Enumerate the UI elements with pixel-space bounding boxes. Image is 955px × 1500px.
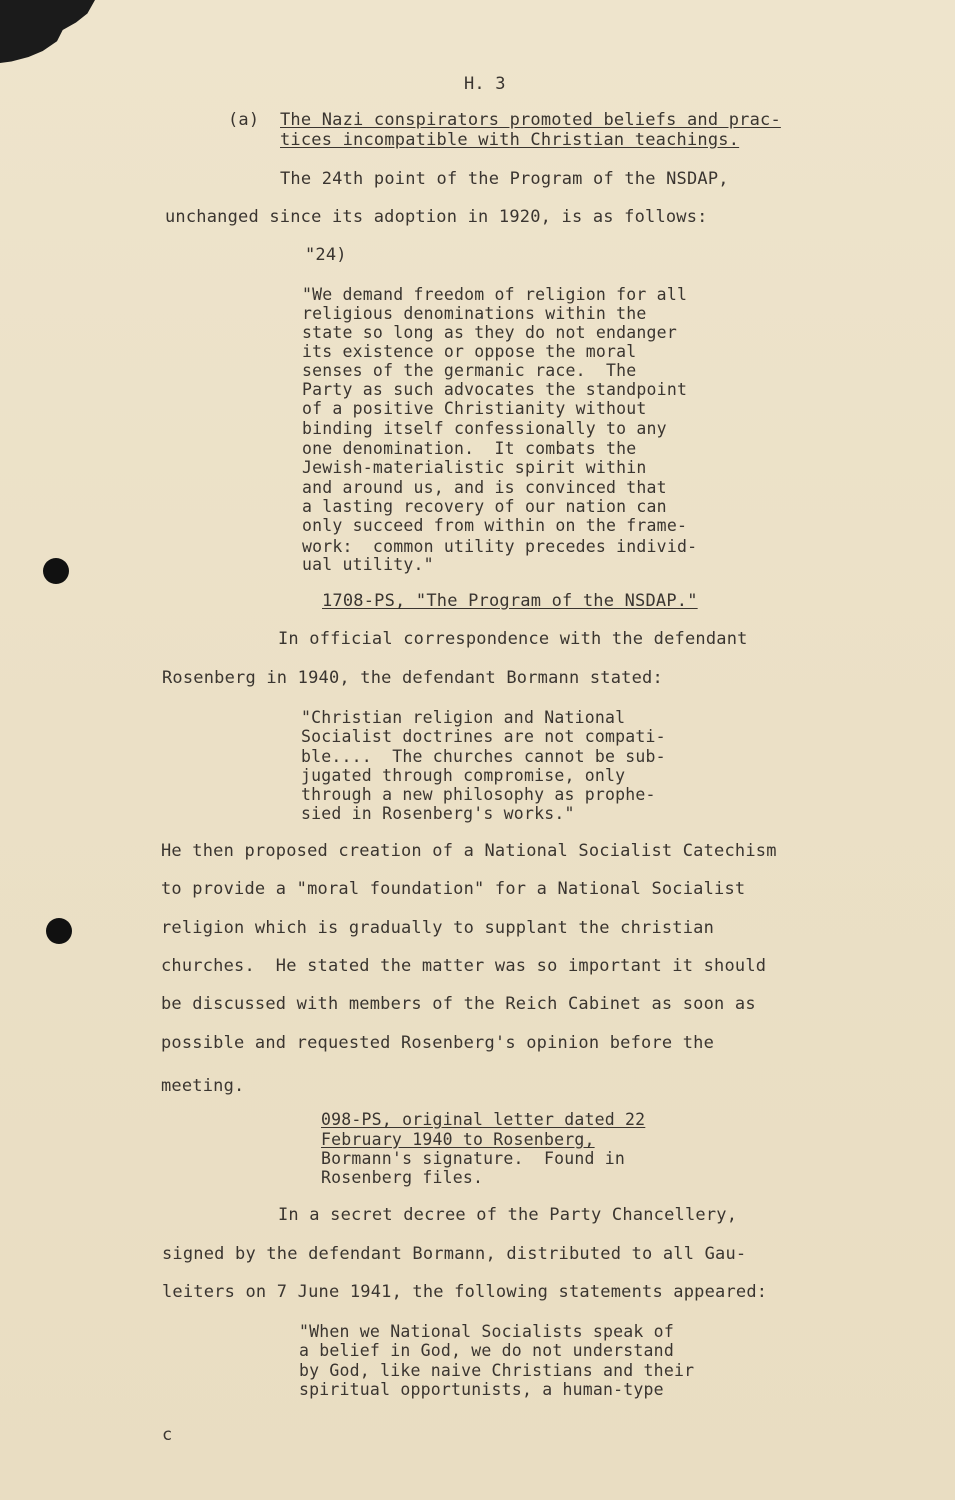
quote1-line: of a positive Christianity without (302, 399, 647, 418)
quote1-line: a lasting recovery of our nation can (302, 497, 667, 516)
para1-line-1: The 24th point of the Program of the NSDAP, (280, 169, 729, 189)
citation2-line: 098-PS, original letter dated 22 (321, 1110, 646, 1129)
quote1-line: one denomination. It combats the (302, 439, 637, 458)
punch-hole-bottom (46, 918, 72, 944)
footer-mark: c (162, 1425, 173, 1445)
quote1-line: only succeed from within on the frame- (302, 516, 688, 535)
para2-line-2: Rosenberg in 1940, the defendant Bormann stated: (162, 668, 663, 688)
citation2-line: February 1940 to Rosenberg, (321, 1130, 595, 1149)
citation2-line: Bormann's signature. Found in (321, 1149, 626, 1168)
para3-line: He then proposed creation of a National Socialist Catechism (161, 841, 777, 861)
quote1-line: work: common utility precedes individ- (302, 537, 698, 556)
page-number: H. 3 (464, 74, 506, 94)
quote1-line: Jewish-materialistic spirit within (302, 458, 647, 477)
para3-line: to provide a "moral foundation" for a National Socialist (161, 879, 746, 899)
para3-line: be discussed with members of the Reich Cabinet as soon as (161, 994, 756, 1014)
quote1-line: binding itself confessionally to any (302, 419, 667, 438)
quote1-line: and around us, and is convinced that (302, 478, 667, 497)
para3-line: possible and requested Rosenberg's opinion before the (161, 1033, 715, 1053)
torn-corner (0, 0, 95, 75)
quote2-line: through a new philosophy as prophe- (301, 785, 656, 804)
para2-line-1: In official correspondence with the defendant (278, 629, 748, 649)
quote1-line: ual utility." (302, 555, 434, 574)
quote2-line: Socialist doctrines are not compati- (301, 727, 666, 746)
quote1-line: "We demand freedom of religion for all (302, 285, 688, 304)
quote1-line: Party as such advocates the standpoint (302, 380, 688, 399)
para4-line-2: signed by the defendant Bormann, distributed to all Gau- (162, 1244, 747, 1264)
quote3-line: "When we National Socialists speak of (299, 1322, 674, 1341)
quote1-line: religious denominations within the (302, 304, 647, 323)
quote2-line: ble.... The churches cannot be sub- (301, 747, 666, 766)
quote3-line: a belief in God, we do not understand (299, 1341, 674, 1360)
para3-line: meeting. (161, 1076, 245, 1096)
para3-line: religion which is gradually to supplant the christian (161, 918, 715, 938)
para4-line-3: leiters on 7 June 1941, the following statements appeared: (162, 1282, 768, 1302)
citation2-line: Rosenberg files. (321, 1168, 484, 1187)
quote3-line: by God, like naive Christians and their (299, 1361, 695, 1380)
quote2-line: sied in Rosenberg's works." (301, 804, 575, 823)
para4-line-1: In a secret decree of the Party Chancellery, (278, 1205, 738, 1225)
heading-line-2: tices incompatible with Christian teachings. (280, 130, 740, 150)
quote2-line: "Christian religion and National (301, 708, 626, 727)
quote1-line: senses of the germanic race. The (302, 361, 637, 380)
citation-1708-ps: 1708-PS, "The Program of the NSDAP." (322, 591, 698, 611)
punch-hole-top (43, 558, 69, 584)
quote1-line: its existence or oppose the moral (302, 342, 637, 361)
para1-line-2: unchanged since its adoption in 1920, is as follows: (165, 207, 708, 227)
quote1-label: "24) (305, 245, 347, 265)
para3-line: churches. He stated the matter was so important it should (161, 956, 767, 976)
quote3-line: spiritual opportunists, a human-type (299, 1380, 664, 1399)
heading-line-1: The Nazi conspirators promoted beliefs and prac- (280, 110, 781, 130)
quote2-line: jugated through compromise, only (301, 766, 626, 785)
quote1-line: state so long as they do not endanger (302, 323, 677, 342)
heading-marker: (a) (228, 110, 260, 130)
